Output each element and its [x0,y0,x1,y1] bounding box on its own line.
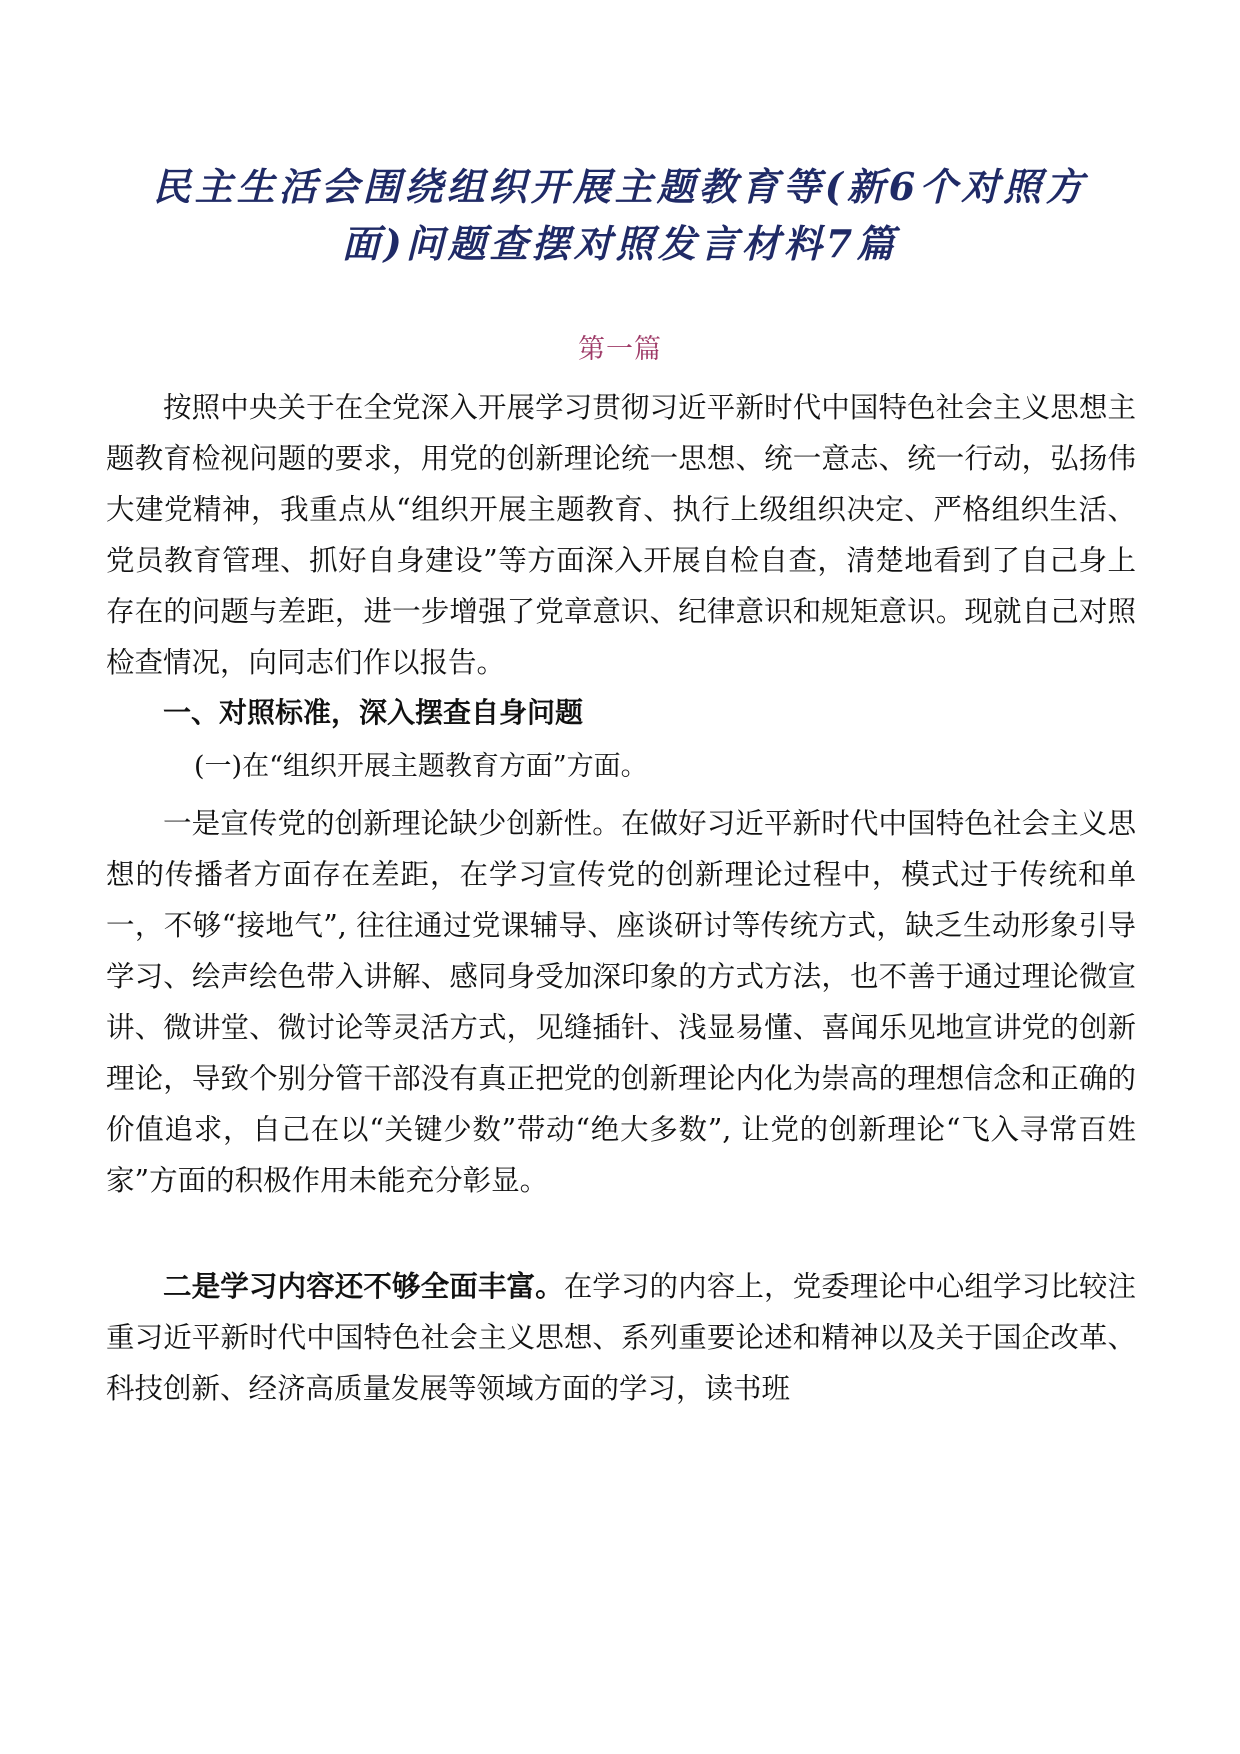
intro-paragraph: 按照中央关于在全党深入开展学习贯彻习近平新时代中国特色社会主义思想主题教育检视问题的要求，用党的创新理论统一思想、统一意志、统一行动，弘扬伟大建党精神，我重点从“组织开展主题教育、执行上级组织决定、严格组织生活、党员教育管理、抓好自身建设”等方面深入开展自检自查，清楚地看到了自己身上存在的问题与差距，进一步增强了党章意识、纪律意识和规矩意识。现就自己对照检查情况，向同志们作以报告。 [106,391,1136,679]
item-1-body: 在做好习近平新时代中国特色社会主义思想的传播者方面存在差距，在学习宣传党的创新理论过程中，模式过于传统和单一，不够“接地气”, 往往通过党课辅导、座谈研讨等传统方式，缺乏生动形象引导学习、绘声绘色带入讲解、感同身受加深印象的方式方法，也不善于通过理论微宣讲、微讲堂、微讨论等灵活方式，见缝插针、浅显易懂、喜闻乐见地宣讲党的创新理论，导致个别分管干部没有真正把党的创新理论内化为崇高的理想信念和正确的价值追求，自己在以“关键少数”带动“绝大多数”, 让党的创新理论“飞入寻常百姓家”方面的积极作用未能充分彰显。 [106,807,1136,1197]
item-1-lead: 一是宣传党的创新理论缺少创新性。 [163,807,621,840]
item-2-lead: 二是学习内容还不够全面丰富。 [163,1269,564,1303]
subsection-heading-1: (一)在“组织开展主题教育方面”方面。 [194,751,648,782]
item-2-paragraph [106,1261,1136,1414]
section-label: 第一篇 [578,334,662,365]
document-title-line-1: 民主生活会围绕组织开展主题教育等(新6个对照方 [152,164,1088,209]
document-title [140,158,1100,272]
document-title-line-2: 面)问题查摆对照发言材料7篇 [341,221,899,266]
item-2-body: 在学习的内容上，党委理论中心组学习比较注重习近平新时代中国特色社会主义思想、系列重要论述和精神以及关于国企改革、科技创新、经济高质量发展等领域方面的学习，读书班 [106,1270,1136,1405]
item-1-paragraph [106,798,1136,1206]
section-heading-1: 一、对照标准，深入摆查自身问题 [163,696,584,729]
